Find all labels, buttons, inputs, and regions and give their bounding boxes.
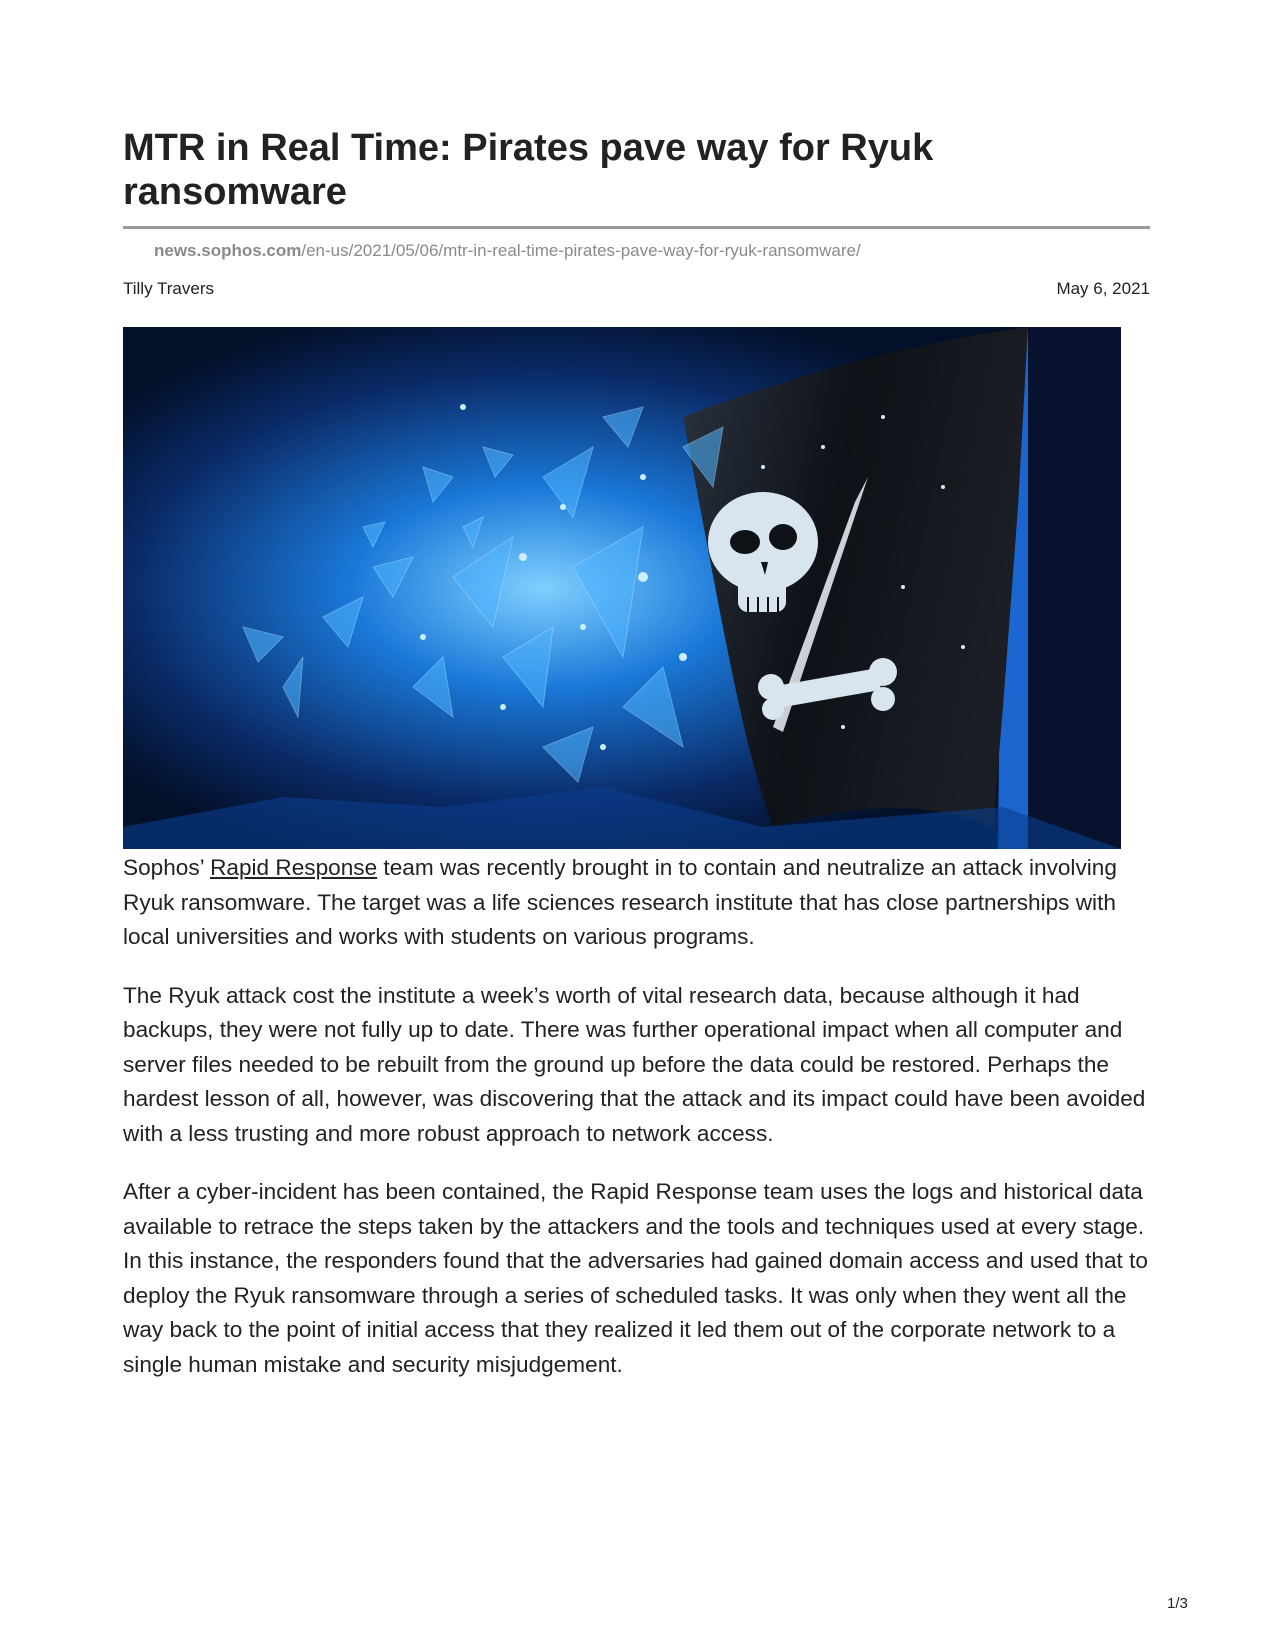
publish-date: May 6, 2021 — [1056, 279, 1150, 298]
source-path: /en-us/2021/05/06/mtr-in-real-time-pirates-pave-way-for-ryuk-ransomware/ — [301, 241, 861, 260]
paragraph-3: After a cyber-incident has been contained, the Rapid Response team uses the logs and historical data available to retrace the steps taken by the attackers and the tools and techniques used at every stage. In this instance, the responders found that the adversaries had gained domain access and used that to deploy the Ryuk ransomware through a series of scheduled tasks. It was only when they went all the way back to the point of initial access that they realized it led them out of the corporate network to a single human mistake and security misjudgement. — [123, 1179, 1148, 1377]
page-number: 1/3 — [1167, 1595, 1188, 1612]
pirate-flag-image — [123, 327, 1121, 849]
article-title: MTR in Real Time: Pirates pave way for Ryuk ransomware — [123, 127, 934, 213]
source-url[interactable] — [154, 241, 861, 261]
paragraph-1 — [123, 851, 1163, 955]
hero-image — [123, 327, 1121, 849]
source-domain: news.sophos.com — [154, 241, 302, 260]
author-name: Tilly Travers — [123, 279, 214, 298]
paragraph-1-rest: team was recently brought in to contain and neutralize an attack involving Ryuk ransomware. The target was a life sciences research institute that has close partnerships with local universities and works with students on various programs. — [123, 855, 1117, 949]
paragraph-1-lead: Sophos’ — [123, 855, 211, 880]
rapid-response-link[interactable]: Rapid Response — [210, 855, 378, 880]
article-body — [123, 851, 1163, 1406]
paragraph-2: The Ryuk attack cost the institute a week’s worth of vital research data, because although it had backups, they were not fully up to date. There was further operational impact when all computer and server files needed to be rebuilt from the ground up before the data could be restored. Perhaps the hardest lesson of all, however, was discovering that the attack and its impact could have been avoided with a less trusting and more robust approach to network access. — [123, 982, 1146, 1146]
title-divider — [123, 226, 1150, 229]
